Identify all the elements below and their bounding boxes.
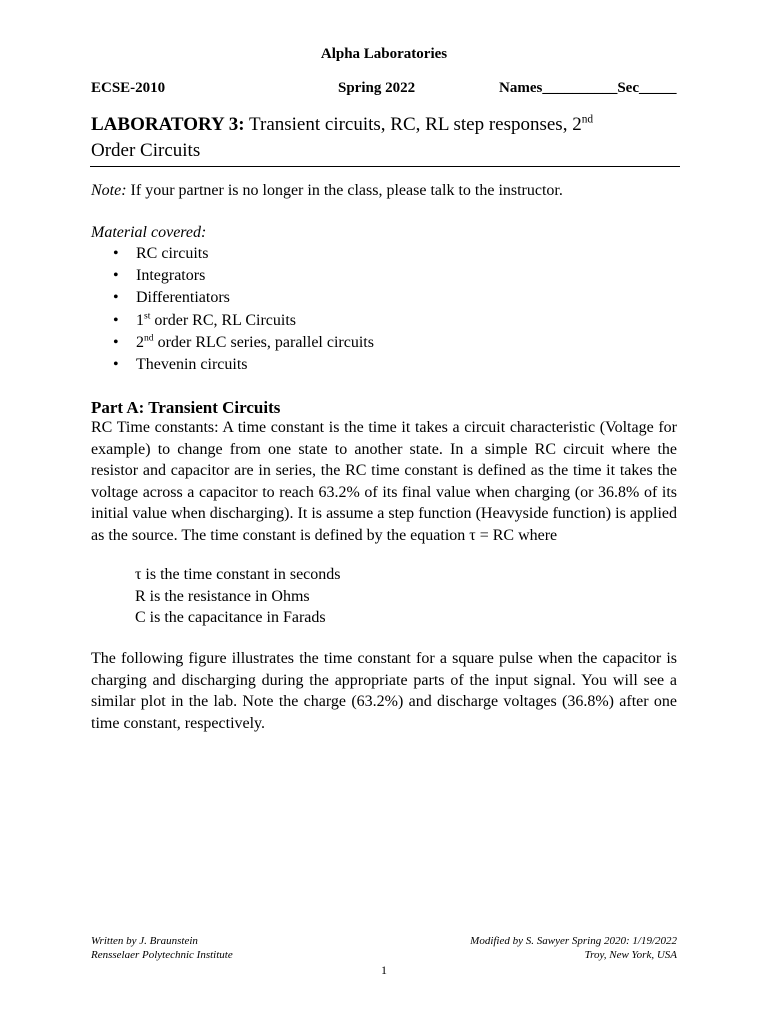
organization-header: Alpha Laboratories (320, 46, 448, 62)
rc-time-constant-paragraph: RC Time constants: A time constant is the time it takes a circuit characteristic (Voltage for example) to change from one state to another state. In a simple RC circuit where the resistor and capacitor are in series, the RC time constant is defined as the time it takes the voltage across a capacitor to reach 63.2% of its final value when charging (or 36.8% of its initial value when discharging). It is assume a step function (Heavyside function) is applied as the source. The time constant is defined by the equation τ = RC where (91, 419, 677, 544)
title-divider (90, 166, 680, 167)
footer-right (470, 934, 677, 962)
lab-label: LABORATORY 3: (91, 114, 245, 135)
note-label: Note: (91, 182, 127, 199)
definition-tau: τ is the time constant in seconds (135, 566, 341, 583)
footer-left (91, 934, 233, 962)
list-item (91, 310, 374, 332)
lab-title-line2: Order Circuits (91, 140, 201, 161)
list-item-text: Differentiators (136, 289, 230, 307)
definition-r: R is the resistance in Ohms (135, 587, 310, 605)
list-item (91, 287, 374, 309)
list-item-superscript: nd (144, 332, 154, 344)
list-item (91, 243, 374, 265)
lab-title-text: Transient circuits, RC, RL step responses, 2 (244, 114, 582, 135)
definition-list (135, 564, 341, 629)
list-item-text: order RLC series, parallel circuits (153, 333, 374, 351)
footer-institution: Rensselaer Polytechnic Institute (91, 949, 233, 961)
material-heading: Material covered: (91, 224, 207, 241)
course-code: ECSE-2010 (91, 80, 166, 96)
list-item (91, 354, 374, 376)
list-item-text: RC circuits (136, 245, 209, 262)
material-list (91, 243, 374, 376)
page-number: 1 (381, 963, 387, 977)
list-item-text: 2 (136, 333, 144, 351)
list-item (91, 332, 374, 354)
list-item-text: 1 (136, 311, 144, 329)
definition-c: C is the capacitance in Farads (135, 609, 326, 627)
note-paragraph (91, 182, 563, 200)
note-text: If your partner is no longer in the class, please talk to the instructor. (126, 182, 563, 199)
list-item (91, 265, 374, 287)
list-item-superscript: st (144, 310, 151, 322)
names-section-field: Names__________Sec_____ (499, 80, 677, 96)
term: Spring 2022 (338, 80, 416, 96)
footer-author: Written by J. Braunstein (91, 935, 198, 947)
lab-title (91, 112, 681, 164)
footer-location: Troy, New York, USA (584, 949, 677, 961)
list-item-text: Thevenin circuits (136, 356, 248, 374)
list-item-text: Integrators (136, 267, 206, 285)
lab-title-superscript: nd (581, 113, 594, 126)
part-a-heading: Part A: Transient Circuits (91, 398, 281, 417)
footer-modified: Modified by S. Sawyer Spring 2020: 1/19/2022 (470, 935, 677, 947)
figure-intro-paragraph: The following figure illustrates the time constant for a square pulse when the capacitor is charging and discharging during the appropriate parts of the input signal. You will see a similar plot in the lab. Note the charge (63.2%) and discharge voltages (36.8%) after one time constant, respectively. (91, 650, 677, 732)
list-item-text: order RC, RL Circuits (150, 311, 297, 329)
